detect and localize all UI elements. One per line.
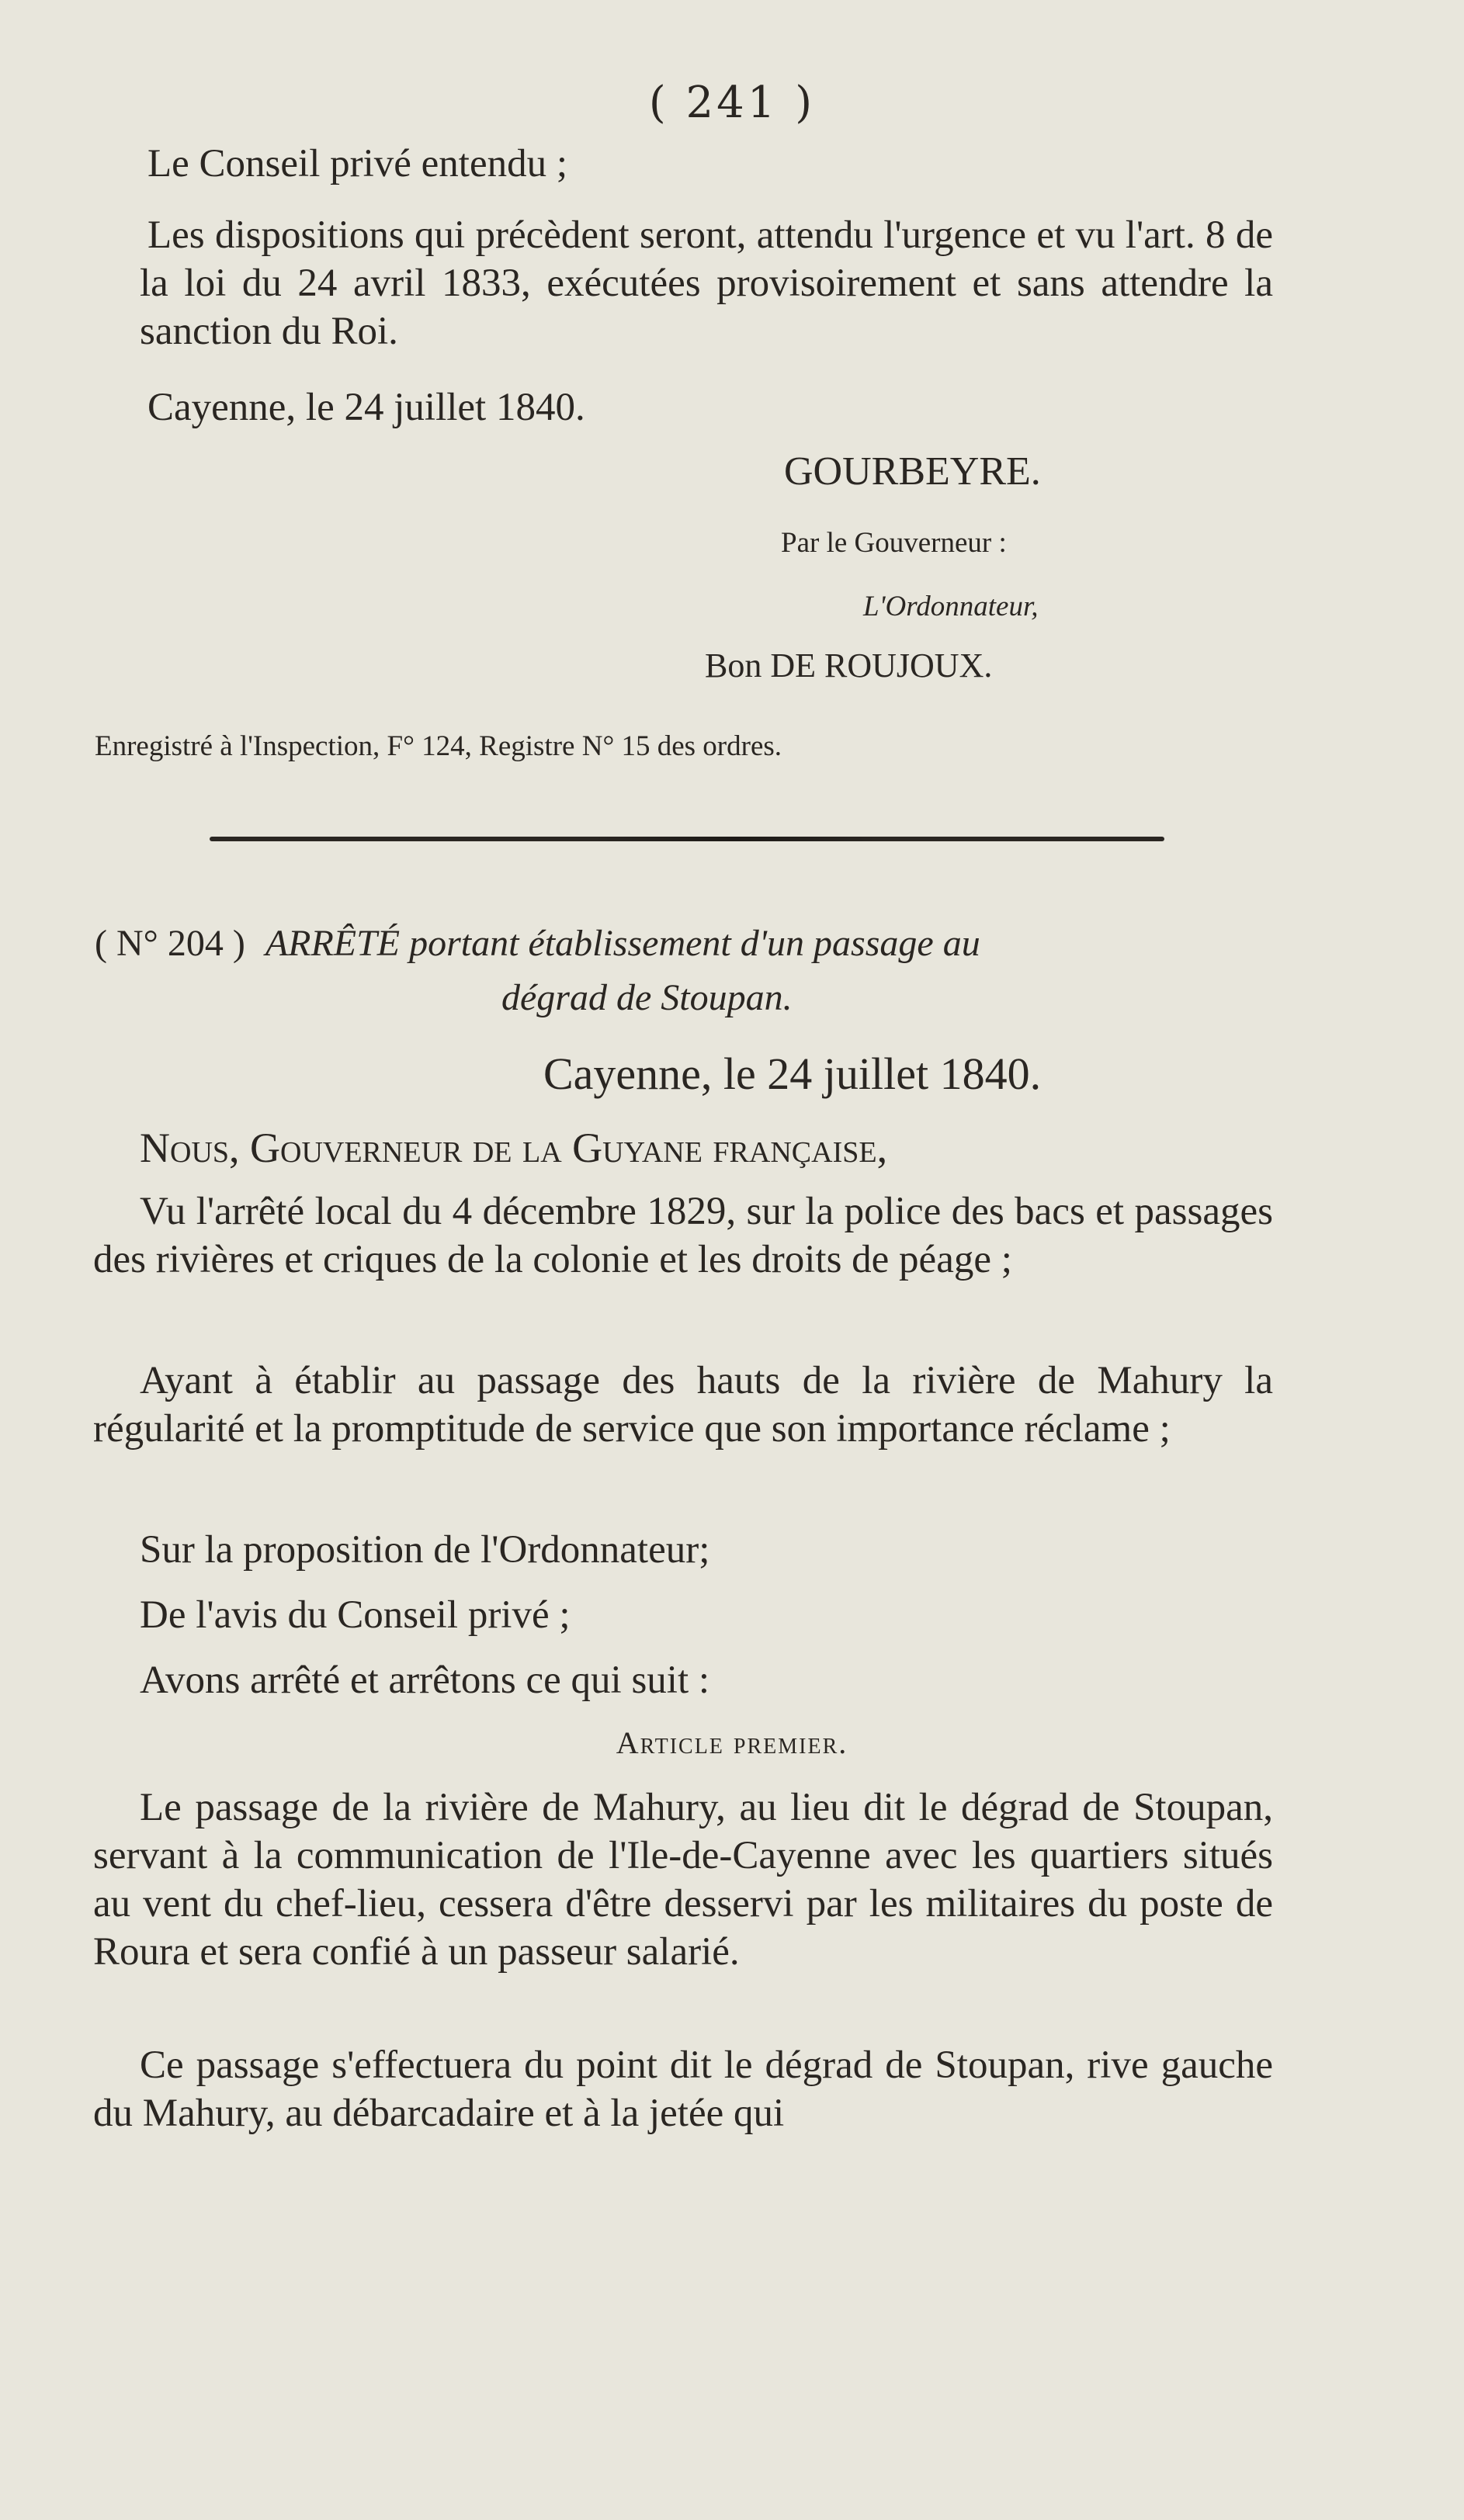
arrete-title-line1: ARRÊTÉ portant établissement d'un passage au: [265, 923, 980, 964]
par-le-gouverneur: Par le Gouverneur :: [781, 527, 1007, 559]
dispositions-block: [140, 211, 1273, 355]
dateline-2: Cayenne, le 24 juillet 1840.: [543, 1049, 1042, 1099]
article-paragraph: Le passage de la rivière de Mahury, au lieu dit le dégrad de Stoupan, servant à la communication de l'Ile-de-Cayenne avec les quartiers situés au vent du chef-lieu, cessera d'être desservi par les militaires du poste de Roura et sera confié à un passeur salarié.: [93, 1786, 1273, 1974]
vu-paragraph: Vu l'arrêté local du 4 décembre 1829, sur la police des bacs et passages des rivières et criques de la colonie et les droits de péage ;: [93, 1190, 1273, 1281]
last-block: [93, 2041, 1273, 2137]
avis-conseil: De l'avis du Conseil privé ;: [140, 1593, 571, 1637]
section-divider: [210, 837, 1164, 841]
last-paragraph: Ce passage s'effectuera du point dit le dégrad de Stoupan, rive gauche du Mahury, au débarcadaire et à la jetée qui: [93, 2043, 1273, 2135]
ordonnateur-label: L'Ordonnateur,: [863, 591, 1039, 622]
conseil-line: Le Conseil privé entendu ;: [147, 142, 568, 185]
nous-gouverneur: Nous, Gouverneur de la Guyane française,: [140, 1125, 888, 1171]
ayant-block: [93, 1357, 1273, 1453]
avons-block: [93, 1656, 1273, 1704]
vu-block: [93, 1187, 1273, 1284]
signature-roujoux: Bon DE ROUJOUX.: [705, 646, 993, 685]
ayant-paragraph: Ayant à établir au passage des hauts de la rivière de Mahury la régularité et la promptitude de service que son importance réclame ;: [93, 1359, 1273, 1451]
conseil-line-block: [140, 140, 1273, 188]
sur-proposition: Sur la proposition de l'Ordonnateur;: [140, 1528, 710, 1572]
sur-block: [93, 1526, 1273, 1574]
arrete-title-line2: dégrad de Stoupan.: [501, 977, 793, 1018]
avis-block: [93, 1591, 1273, 1639]
enregistre-line: Enregistré à l'Inspection, F° 124, Registre N° 15 des ordres.: [95, 730, 782, 762]
signature-gourbeyre: GOURBEYRE.: [784, 449, 1041, 494]
article-block: [93, 1783, 1273, 1976]
dateline1-block: [140, 383, 1273, 432]
avons-arrete: Avons arrêté et arrêtons ce qui suit :: [140, 1659, 710, 1702]
arrete-number: ( N° 204 ): [95, 923, 245, 964]
arrete-heading-line1: [95, 922, 980, 965]
article-heading: Article premier.: [616, 1725, 848, 1760]
dateline-1: Cayenne, le 24 juillet 1840.: [147, 386, 585, 429]
page-number: ( 241 ): [648, 78, 816, 128]
dispositions-paragraph: Les dispositions qui précèdent seront, attendu l'urgence et vu l'art. 8 de la loi du 24 avril 1833, exécutées provisoirement et sans attendre la sanction du Roi.: [140, 213, 1273, 353]
